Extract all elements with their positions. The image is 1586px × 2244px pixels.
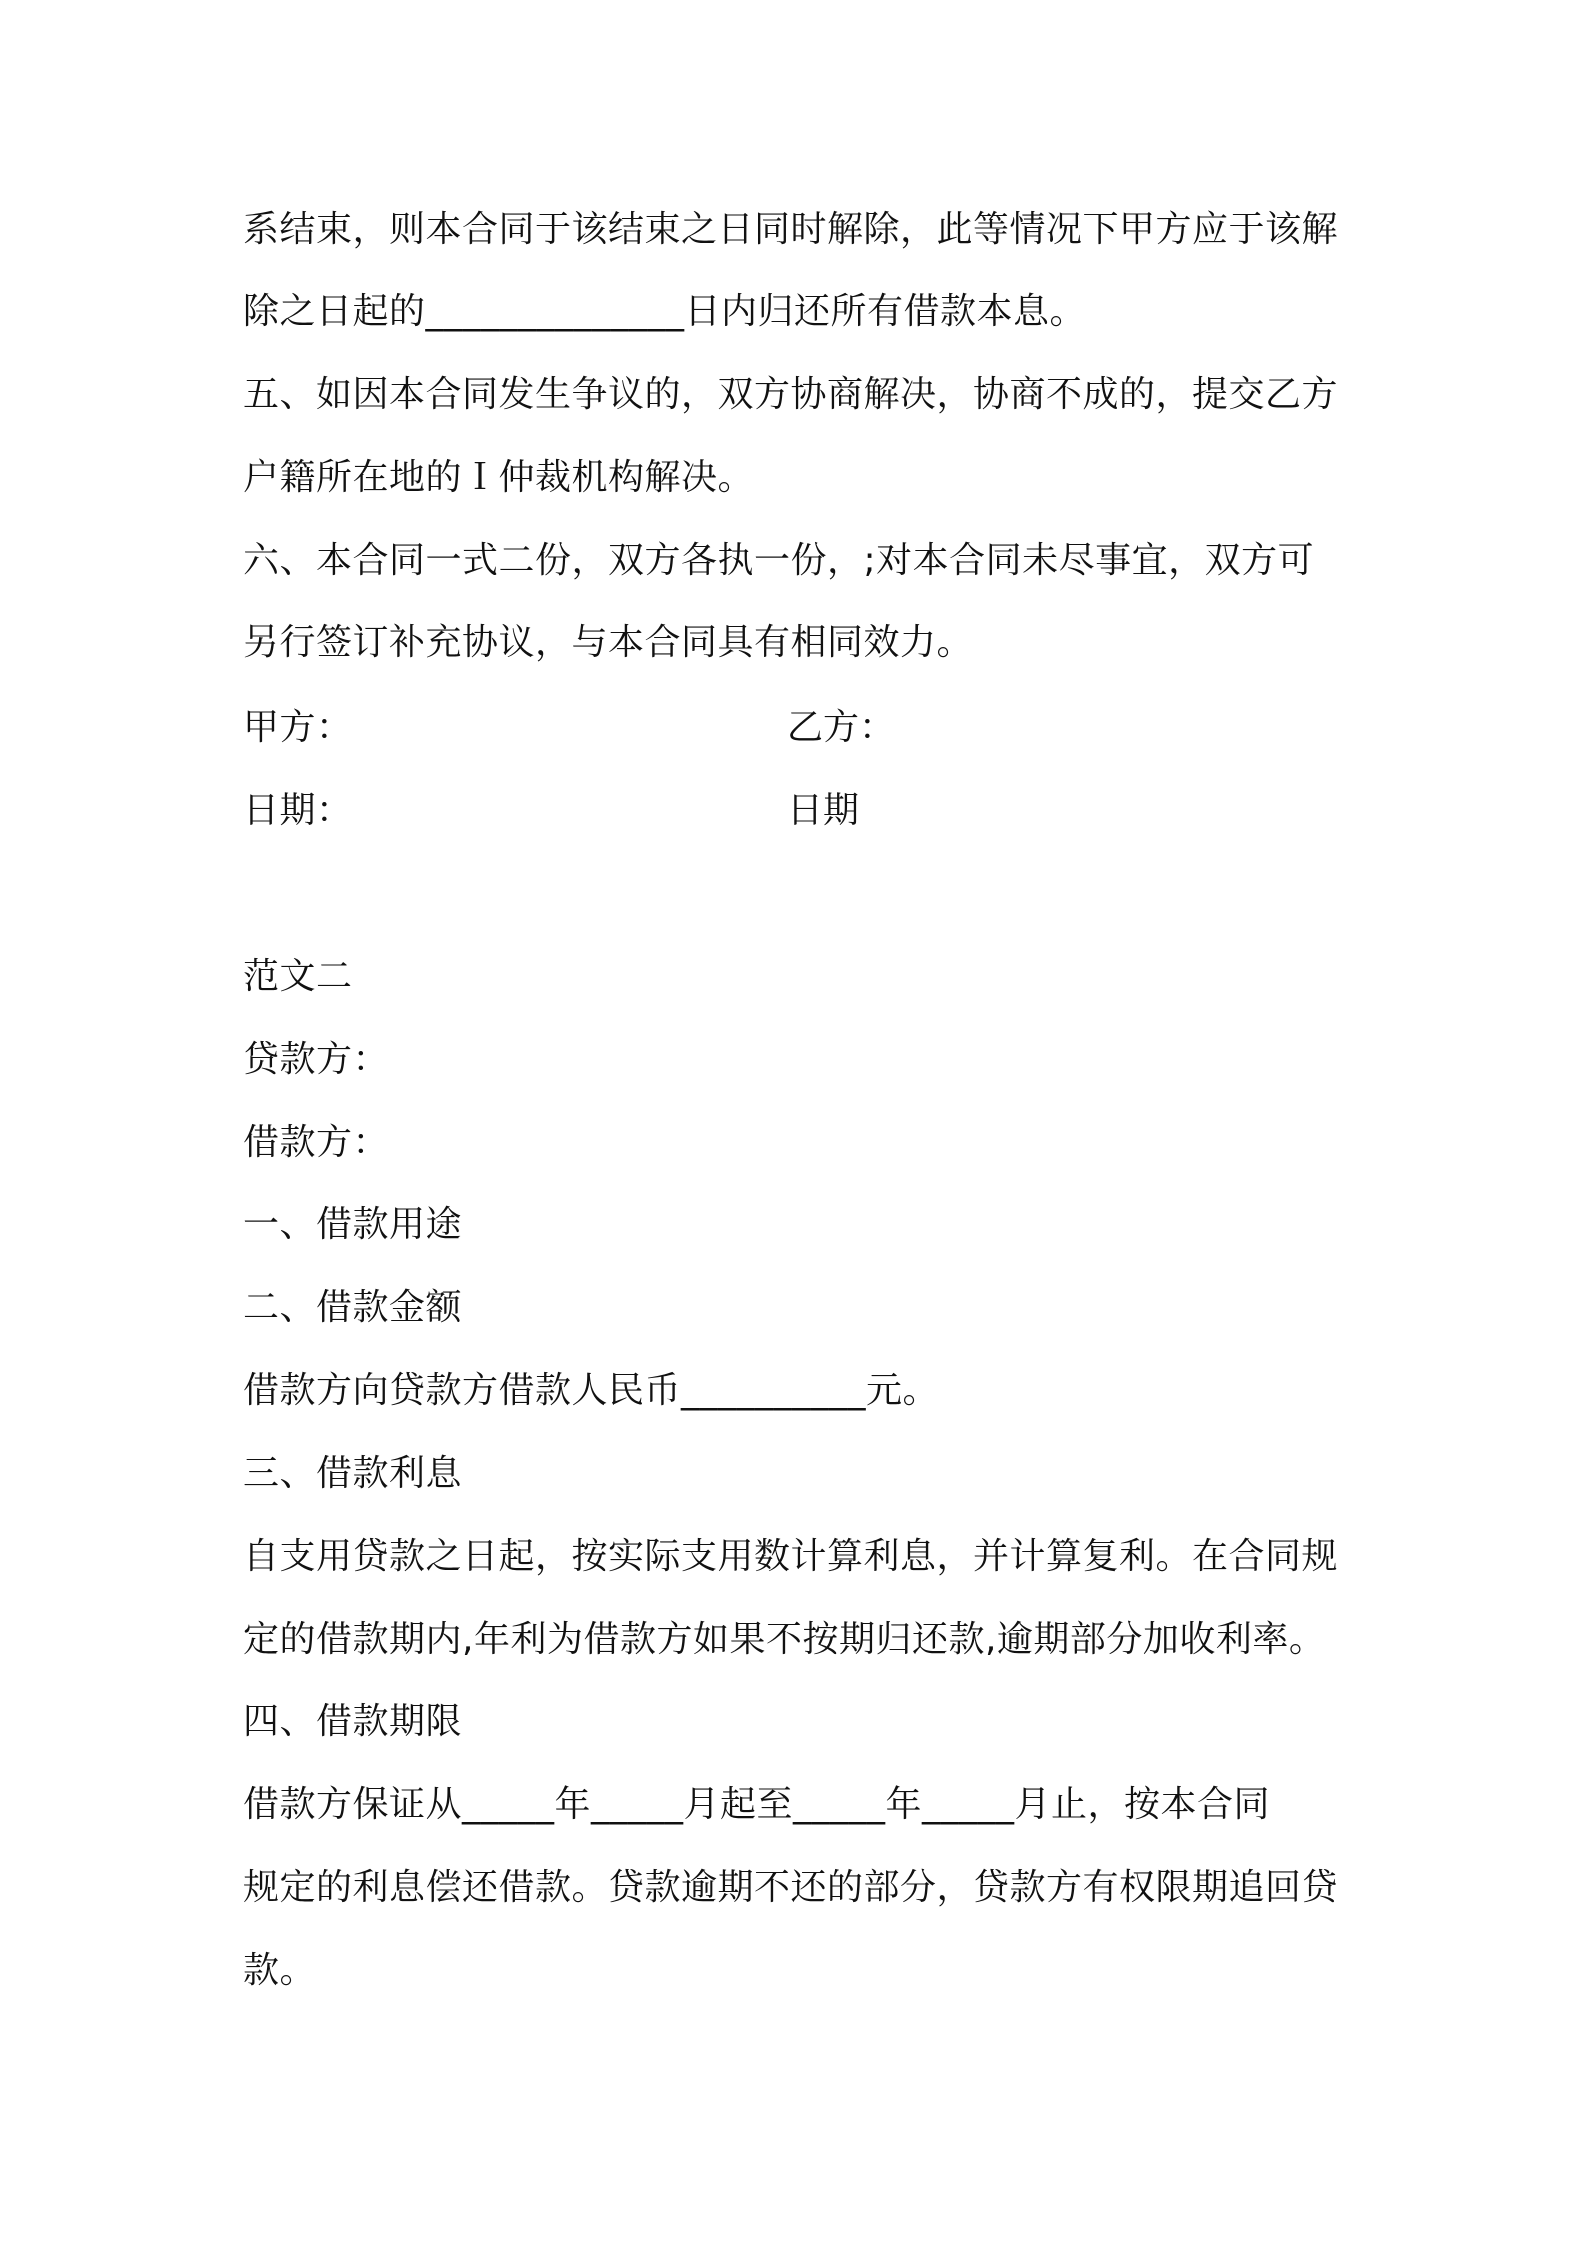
date-a-label: 日期： (243, 790, 353, 831)
party-a-label: 甲方： (243, 707, 353, 748)
clause-five-line: 五、如因本合同发生争议的，双方协商解决，协商不成的，提交乙方 (243, 374, 1339, 415)
paragraph-line: 除之日起的______________日内归还所有借款本息。 (243, 291, 1087, 332)
item-text: 自支用贷款之日起，按实际支用数计算利息，并计算复利。在合同规 (243, 1536, 1339, 1577)
item-text: 定的借款期内,年利为借款方如果不按期归还款,逾期部分加收利率。 (243, 1619, 1326, 1660)
paragraph-line: 系结束，则本合同于该结束之日同时解除，此等情况下甲方应于该解 (243, 209, 1339, 250)
party-b-label: 乙方： (787, 707, 896, 748)
item-heading: 二、借款金额 (243, 1287, 463, 1328)
item-text: 借款方保证从_____年_____月起至_____年_____月止，按本合同 (243, 1784, 1271, 1825)
section-heading: 范文二 (243, 956, 353, 997)
lender-label: 贷款方： (243, 1039, 390, 1080)
item-text: 借款方向贷款方借款人民币__________元。 (243, 1370, 940, 1411)
borrower-label: 借款方： (243, 1122, 390, 1163)
clause-six-line: 六、本合同一式二份，双方各执一份，;对本合同未尽事宜，双方可 (243, 540, 1315, 581)
item-heading: 一、借款用途 (243, 1204, 463, 1245)
item-heading: 四、借款期限 (243, 1701, 463, 1742)
item-text: 规定的利息偿还借款。贷款逾期不还的部分，贷款方有权限期追回贷 (243, 1867, 1339, 1908)
date-b-label: 日期 (787, 790, 860, 831)
clause-five-line: 户籍所在地的Ｉ仲裁机构解决。 (243, 457, 755, 498)
item-text: 款。 (243, 1950, 317, 1991)
clause-six-line: 另行签订补充协议，与本合同具有相同效力。 (243, 622, 974, 663)
item-heading: 三、借款利息 (243, 1453, 463, 1494)
